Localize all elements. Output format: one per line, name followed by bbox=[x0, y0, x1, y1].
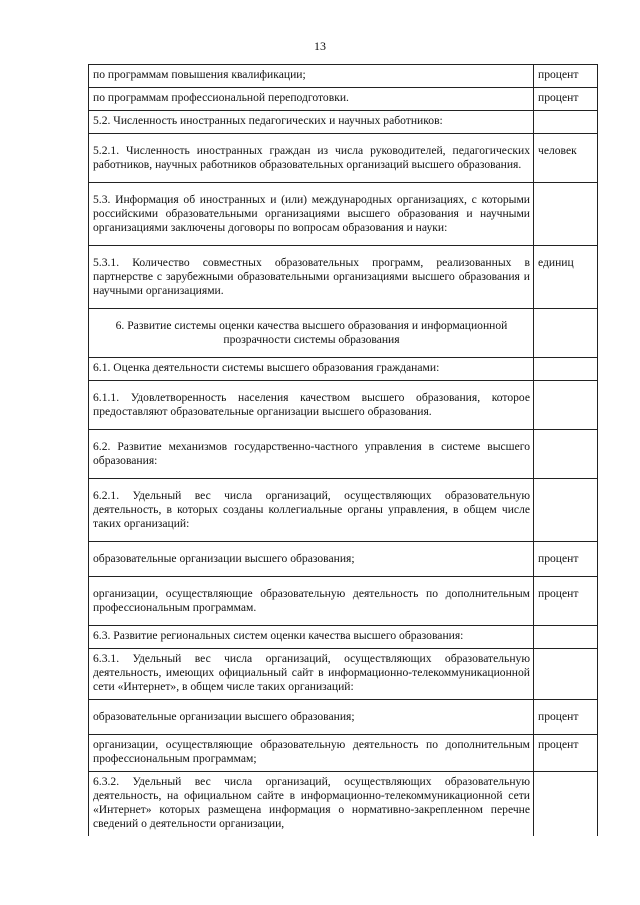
indicator-name: 5.2.1. Численность иностранных граждан из числа руководителей, педагогических работников, научных работников образовательных организаций высшего образования. bbox=[89, 134, 534, 183]
indicator-unit bbox=[534, 358, 598, 381]
table-row bbox=[89, 65, 598, 88]
indicator-unit bbox=[534, 626, 598, 649]
indicator-unit: процент bbox=[534, 65, 598, 88]
indicator-unit bbox=[534, 111, 598, 134]
indicator-unit: человек bbox=[534, 134, 598, 183]
table-row bbox=[89, 649, 598, 700]
table-row bbox=[89, 88, 598, 111]
indicator-unit bbox=[534, 772, 598, 837]
indicator-unit: процент bbox=[534, 735, 598, 772]
table-row bbox=[89, 134, 598, 183]
indicator-name: 6.1.1. Удовлетворенность населения качеством высшего образования, которое предоставляют образовательные организации высшего образования. bbox=[89, 381, 534, 430]
indicator-name: 5.3. Информация об иностранных и (или) международных организациях, с которыми российскими образовательными организациями высшего образования и научными организациями заключены договоры по вопросам образования и науки: bbox=[89, 183, 534, 246]
table-row bbox=[89, 430, 598, 479]
table-row bbox=[89, 246, 598, 309]
indicator-name: организации, осуществляющие образовательную деятельность по дополнительным профессиональным программам; bbox=[89, 735, 534, 772]
indicator-name: по программам повышения квалификации; bbox=[89, 65, 534, 88]
indicator-unit bbox=[534, 649, 598, 700]
table-row bbox=[89, 735, 598, 772]
table-row bbox=[89, 626, 598, 649]
indicator-name: образовательные организации высшего образования; bbox=[89, 542, 534, 577]
table-row bbox=[89, 111, 598, 134]
indicator-unit: процент bbox=[534, 88, 598, 111]
indicator-name: 5.2. Численность иностранных педагогических и научных работников: bbox=[89, 111, 534, 134]
table-row bbox=[89, 577, 598, 626]
table-row bbox=[89, 183, 598, 246]
indicator-name: 5.3.1. Количество совместных образовательных программ, реализованных в партнерстве с зарубежными образовательными организациями высшего образования и научными организациями. bbox=[89, 246, 534, 309]
indicator-unit bbox=[534, 479, 598, 542]
indicator-unit bbox=[534, 183, 598, 246]
indicator-unit: процент bbox=[534, 700, 598, 735]
indicator-unit: процент bbox=[534, 577, 598, 626]
indicators-table bbox=[88, 64, 598, 836]
page-number: 13 bbox=[314, 39, 326, 53]
indicator-unit bbox=[534, 430, 598, 479]
section-heading: 6. Развитие системы оценки качества высшего образования и информационной прозрачности системы образования bbox=[89, 309, 534, 358]
indicator-name: 6.2. Развитие механизмов государственно-частного управления в системе высшего образования: bbox=[89, 430, 534, 479]
table-row bbox=[89, 772, 598, 837]
indicator-name: 6.3.1. Удельный вес числа организаций, осуществляющих образовательную деятельность, имеющих официальный сайт в информационно-телекоммуникационной сети «Интернет», в общем числе таких организаций: bbox=[89, 649, 534, 700]
table-row bbox=[89, 542, 598, 577]
indicator-unit bbox=[534, 381, 598, 430]
table-row bbox=[89, 381, 598, 430]
table-row bbox=[89, 479, 598, 542]
indicator-name: организации, осуществляющие образовательную деятельность по дополнительным профессиональным программам. bbox=[89, 577, 534, 626]
indicator-name: по программам профессиональной переподготовки. bbox=[89, 88, 534, 111]
indicator-unit: единиц bbox=[534, 246, 598, 309]
indicator-name: 6.2.1. Удельный вес числа организаций, осуществляющих образовательную деятельность, в которых созданы коллегиальные органы управления, в общем числе таких организаций: bbox=[89, 479, 534, 542]
indicator-name: 6.3. Развитие региональных систем оценки качества высшего образования: bbox=[89, 626, 534, 649]
indicator-unit bbox=[534, 309, 598, 358]
table-row bbox=[89, 700, 598, 735]
indicator-name: 6.3.2. Удельный вес числа организаций, осуществляющих образовательную деятельность, на официальном сайте в информационно-телекоммуникационной сети «Интернет» которых размещена информация о нормативно-закрепленном перечне сведений о деятельности организации, bbox=[89, 772, 534, 837]
table-row bbox=[89, 309, 598, 358]
indicator-name: 6.1. Оценка деятельности системы высшего образования гражданами: bbox=[89, 358, 534, 381]
table-row bbox=[89, 358, 598, 381]
indicator-unit: процент bbox=[534, 542, 598, 577]
indicator-name: образовательные организации высшего образования; bbox=[89, 700, 534, 735]
